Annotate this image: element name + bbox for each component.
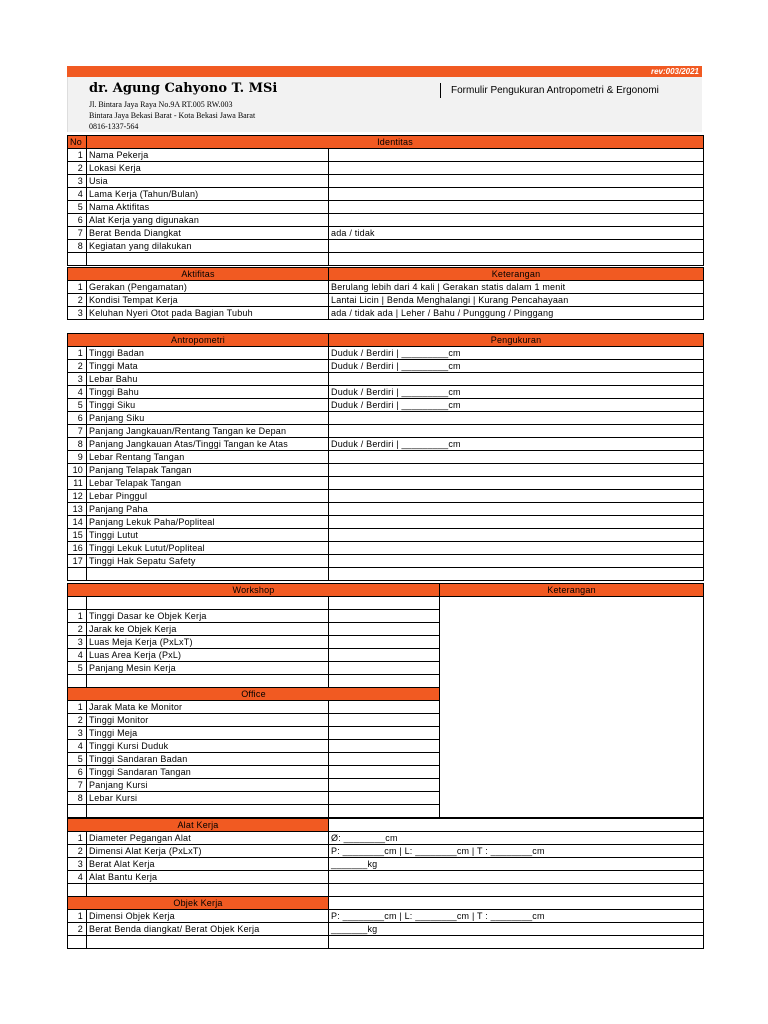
table-row — [68, 832, 704, 845]
field-value[interactable] — [329, 662, 440, 675]
cell — [68, 936, 87, 949]
section-title: Objek Kerja — [68, 897, 329, 910]
field-value[interactable] — [329, 253, 704, 266]
field-value[interactable] — [329, 675, 440, 688]
revision-label: rev:003/2021 — [650, 67, 699, 76]
row-number: 8 — [68, 438, 87, 451]
row-number: 1 — [68, 910, 87, 923]
form-table — [67, 818, 704, 897]
table-row — [68, 597, 704, 610]
row-number: 3 — [68, 175, 87, 188]
field-value[interactable] — [329, 740, 440, 753]
field-value[interactable] — [329, 779, 440, 792]
form-table — [67, 333, 704, 581]
field-value[interactable]: Lantai Licin | Benda Menghalangi | Kurang Pencahayaan — [329, 294, 704, 307]
field-value[interactable]: ada / tidak — [329, 227, 704, 240]
table-row — [68, 503, 704, 516]
field-label: Nama Pekerja — [87, 149, 329, 162]
field-value[interactable] — [329, 373, 704, 386]
field-label: Tinggi Dasar ke Objek Kerja — [87, 610, 329, 623]
field-value[interactable] — [329, 636, 440, 649]
table-row — [68, 884, 704, 897]
field-value[interactable]: Duduk / Berdiri | _________cm — [329, 360, 704, 373]
row-number: 3 — [68, 727, 87, 740]
field-label: Panjang Lekuk Paha/Popliteal — [87, 516, 329, 529]
field-value[interactable]: Duduk / Berdiri | _________cm — [329, 399, 704, 412]
field-label: Tinggi Mata — [87, 360, 329, 373]
field-label: Lokasi Kerja — [87, 162, 329, 175]
field-value[interactable] — [329, 490, 704, 503]
section-header-aktifitas — [68, 268, 704, 281]
row-number: 7 — [68, 227, 87, 240]
row-number: 4 — [68, 386, 87, 399]
field-value[interactable] — [329, 149, 704, 162]
field-value[interactable] — [329, 464, 704, 477]
table-row — [68, 373, 704, 386]
field-value[interactable] — [329, 477, 704, 490]
row-number: 3 — [68, 858, 87, 871]
table-row — [68, 910, 704, 923]
field-label: Luas Area Kerja (PxL) — [87, 649, 329, 662]
row-number: 8 — [68, 792, 87, 805]
field-label: Berat Alat Kerja — [87, 858, 329, 871]
row-number: 4 — [68, 649, 87, 662]
form-table — [67, 267, 704, 320]
table-row — [68, 438, 704, 451]
row-number: 4 — [68, 740, 87, 753]
field-label: Panjang Kursi — [87, 779, 329, 792]
field-value[interactable]: P: ________cm | L: ________cm | T : ________cm — [329, 910, 704, 923]
field-label: Lama Kerja (Tahun/Bulan) — [87, 188, 329, 201]
section-header-identitas — [68, 136, 704, 149]
table-row — [68, 555, 704, 568]
field-label: Panjang Siku — [87, 412, 329, 425]
table-row — [68, 347, 704, 360]
cell — [329, 897, 704, 910]
row-number: 15 — [68, 529, 87, 542]
row-number: 2 — [68, 714, 87, 727]
field-label: Tinggi Lutut — [87, 529, 329, 542]
section-title: Aktifitas — [68, 268, 329, 281]
row-number: 4 — [68, 188, 87, 201]
field-label: Lebar Bahu — [87, 373, 329, 386]
cell — [68, 805, 87, 818]
field-value[interactable] — [329, 188, 704, 201]
row-number: 10 — [68, 464, 87, 477]
row-number: 5 — [68, 662, 87, 675]
section-title: Keterangan — [440, 584, 704, 597]
field-value[interactable] — [329, 451, 704, 464]
field-label: Tinggi Sandaran Badan — [87, 753, 329, 766]
field-value[interactable] — [329, 884, 704, 897]
field-label: Berat Benda Diangkat — [87, 227, 329, 240]
row-number: 2 — [68, 162, 87, 175]
cell — [87, 884, 329, 897]
table-row — [68, 923, 704, 936]
cell — [68, 253, 87, 266]
field-label: Tinggi Monitor — [87, 714, 329, 727]
field-label: Tinggi Meja — [87, 727, 329, 740]
field-label: Alat Bantu Kerja — [87, 871, 329, 884]
table-row — [68, 529, 704, 542]
field-value[interactable] — [329, 555, 704, 568]
row-number: 2 — [68, 623, 87, 636]
section-title: Pengukuran — [329, 334, 704, 347]
row-number: 1 — [68, 347, 87, 360]
field-value[interactable] — [329, 805, 440, 818]
field-label: Panjang Mesin Kerja — [87, 662, 329, 675]
field-label: Alat Kerja yang digunakan — [87, 214, 329, 227]
table-row — [68, 871, 704, 884]
section-header-objek-kerja — [68, 897, 704, 910]
table-row — [68, 425, 704, 438]
field-value[interactable] — [329, 240, 704, 253]
field-label: Panjang Telapak Tangan — [87, 464, 329, 477]
form-sheet — [67, 66, 702, 132]
section-title: Workshop — [68, 584, 440, 597]
table-row — [68, 858, 704, 871]
table-row — [68, 281, 704, 294]
table-row — [68, 936, 704, 949]
field-value[interactable]: _______kg — [329, 923, 704, 936]
table-row — [68, 307, 704, 320]
field-value[interactable]: P: ________cm | L: ________cm | T : ________cm — [329, 845, 704, 858]
row-number: 11 — [68, 477, 87, 490]
cell — [87, 597, 329, 610]
row-number: 14 — [68, 516, 87, 529]
section-title: Alat Kerja — [68, 819, 329, 832]
form-table — [67, 896, 704, 949]
section-title: Antropometri — [68, 334, 329, 347]
field-label: Diameter Pegangan Alat — [87, 832, 329, 845]
field-label: Usia — [87, 175, 329, 188]
table-row — [68, 399, 704, 412]
field-label: Berat Benda diangkat/ Berat Objek Kerja — [87, 923, 329, 936]
field-value[interactable] — [329, 701, 440, 714]
revision-bar — [67, 66, 702, 77]
field-value[interactable]: ada / tidak ada | Leher / Bahu / Punggung / Pinggang — [329, 307, 704, 320]
field-value[interactable] — [329, 792, 440, 805]
field-value[interactable] — [329, 201, 704, 214]
field-label: Jarak Mata ke Monitor — [87, 701, 329, 714]
field-label: Panjang Paha — [87, 503, 329, 516]
field-value[interactable]: Ø: ________cm — [329, 832, 704, 845]
address-line: Jl. Bintara Jaya Raya No.9A RT.005 RW.003 — [89, 100, 233, 109]
field-value[interactable] — [329, 766, 440, 779]
field-value[interactable] — [329, 503, 704, 516]
table-row — [68, 201, 704, 214]
table-row — [68, 149, 704, 162]
table-row — [68, 188, 704, 201]
field-label: Gerakan (Pengamatan) — [87, 281, 329, 294]
form-table — [67, 583, 704, 818]
table-row — [68, 464, 704, 477]
field-label: Lebar Pinggul — [87, 490, 329, 503]
field-value[interactable] — [329, 162, 704, 175]
field-value[interactable] — [329, 412, 704, 425]
table-row — [68, 412, 704, 425]
row-number: 7 — [68, 779, 87, 792]
table-row — [68, 542, 704, 555]
cell — [68, 597, 87, 610]
field-value[interactable] — [329, 871, 704, 884]
cell — [329, 819, 704, 832]
keterangan-notes[interactable] — [440, 597, 704, 818]
table-row — [68, 386, 704, 399]
field-value[interactable]: Duduk / Berdiri | _________cm — [329, 386, 704, 399]
row-number: 1 — [68, 701, 87, 714]
row-number: 4 — [68, 871, 87, 884]
table-row — [68, 516, 704, 529]
cell — [87, 805, 329, 818]
field-value[interactable] — [329, 714, 440, 727]
field-label: Tinggi Sandaran Tangan — [87, 766, 329, 779]
field-label: Jarak ke Objek Kerja — [87, 623, 329, 636]
field-label: Tinggi Kursi Duduk — [87, 740, 329, 753]
field-value[interactable] — [329, 597, 440, 610]
field-label: Dimensi Alat Kerja (PxLxT) — [87, 845, 329, 858]
field-label: Tinggi Bahu — [87, 386, 329, 399]
form-header — [67, 77, 702, 132]
doctor-name: dr. Agung Cahyono T. MSi — [89, 81, 278, 96]
row-number: 6 — [68, 412, 87, 425]
field-value[interactable] — [329, 175, 704, 188]
row-number: 1 — [68, 149, 87, 162]
field-value[interactable] — [329, 568, 704, 581]
row-number: 1 — [68, 832, 87, 845]
address-line: Bintara Jaya Bekasi Barat - Kota Bekasi Jawa Barat — [89, 111, 256, 120]
form-table — [67, 135, 704, 266]
field-label: Dimensi Objek Kerja — [87, 910, 329, 923]
field-label: Lebar Rentang Tangan — [87, 451, 329, 464]
cell — [87, 253, 329, 266]
table-row — [68, 253, 704, 266]
column-header-no: No — [68, 136, 87, 149]
row-number: 5 — [68, 753, 87, 766]
table-row — [68, 175, 704, 188]
field-value[interactable] — [329, 610, 440, 623]
cell — [87, 568, 329, 581]
section-title: Office — [68, 688, 440, 701]
cell — [68, 675, 87, 688]
row-number: 2 — [68, 294, 87, 307]
table-row — [68, 360, 704, 373]
field-value[interactable] — [329, 623, 440, 636]
form-title: Formulir Pengukuran Antropometri & Ergonomi — [440, 83, 659, 98]
row-number: 7 — [68, 425, 87, 438]
field-label: Lebar Telapak Tangan — [87, 477, 329, 490]
field-value[interactable] — [329, 936, 704, 949]
row-number: 6 — [68, 766, 87, 779]
table-row — [68, 162, 704, 175]
field-value[interactable]: Duduk / Berdiri | _________cm — [329, 438, 704, 451]
field-value[interactable] — [329, 727, 440, 740]
field-value[interactable]: Berulang lebih dari 4 kali | Gerakan statis dalam 1 menit — [329, 281, 704, 294]
table-row — [68, 294, 704, 307]
field-label: Kegiatan yang dilakukan — [87, 240, 329, 253]
field-value[interactable] — [329, 753, 440, 766]
field-value[interactable] — [329, 529, 704, 542]
section-title: Identitas — [87, 136, 704, 149]
cell — [68, 568, 87, 581]
field-value[interactable] — [329, 425, 704, 438]
table-row — [68, 490, 704, 503]
row-number: 2 — [68, 923, 87, 936]
cell — [87, 936, 329, 949]
field-label: Panjang Jangkauan/Rentang Tangan ke Depan — [87, 425, 329, 438]
row-number: 8 — [68, 240, 87, 253]
row-number: 3 — [68, 373, 87, 386]
table-row — [68, 227, 704, 240]
field-value[interactable] — [329, 542, 704, 555]
table-row — [68, 214, 704, 227]
row-number: 2 — [68, 845, 87, 858]
row-number: 12 — [68, 490, 87, 503]
row-number: 9 — [68, 451, 87, 464]
field-value[interactable]: _______kg — [329, 858, 704, 871]
field-value[interactable] — [329, 649, 440, 662]
row-number: 17 — [68, 555, 87, 568]
row-number: 13 — [68, 503, 87, 516]
row-number: 1 — [68, 281, 87, 294]
row-number: 3 — [68, 636, 87, 649]
table-row — [68, 477, 704, 490]
field-value[interactable] — [329, 516, 704, 529]
field-label: Panjang Jangkauan Atas/Tinggi Tangan ke Atas — [87, 438, 329, 451]
field-label: Tinggi Badan — [87, 347, 329, 360]
phone-number: 0816-1337-564 — [89, 122, 139, 131]
table-row — [68, 845, 704, 858]
cell — [68, 884, 87, 897]
field-label: Keluhan Nyeri Otot pada Bagian Tubuh — [87, 307, 329, 320]
section-title: Keterangan — [329, 268, 704, 281]
field-label: Luas Meja Kerja (PxLxT) — [87, 636, 329, 649]
field-value[interactable] — [329, 214, 704, 227]
field-label: Kondisi Tempat Kerja — [87, 294, 329, 307]
row-number: 5 — [68, 201, 87, 214]
row-number: 16 — [68, 542, 87, 555]
field-label: Nama Aktifitas — [87, 201, 329, 214]
section-header-antropometri — [68, 334, 704, 347]
row-number: 6 — [68, 214, 87, 227]
field-label: Tinggi Siku — [87, 399, 329, 412]
row-number: 2 — [68, 360, 87, 373]
field-label: Tinggi Hak Sepatu Safety — [87, 555, 329, 568]
table-row — [68, 451, 704, 464]
section-header-alat-kerja — [68, 819, 704, 832]
table-row — [68, 568, 704, 581]
field-label: Lebar Kursi — [87, 792, 329, 805]
row-number: 5 — [68, 399, 87, 412]
field-label: Tinggi Lekuk Lutut/Popliteal — [87, 542, 329, 555]
section-header-workshop — [68, 584, 704, 597]
field-value[interactable]: Duduk / Berdiri | _________cm — [329, 347, 704, 360]
row-number: 3 — [68, 307, 87, 320]
table-row — [68, 240, 704, 253]
row-number: 1 — [68, 610, 87, 623]
cell — [87, 675, 329, 688]
